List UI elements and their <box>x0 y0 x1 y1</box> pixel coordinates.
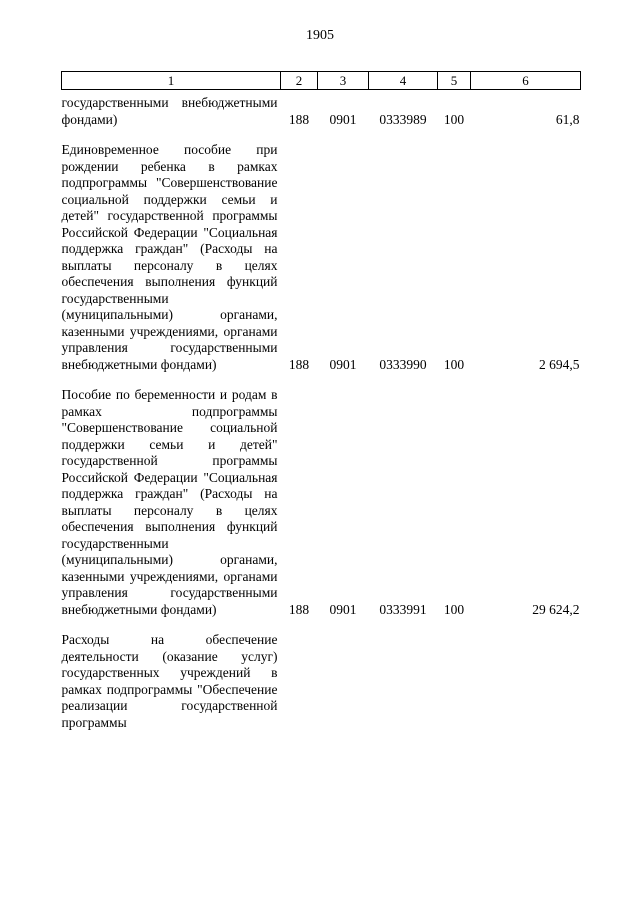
row-value-cell: 188 <box>288 601 310 617</box>
row-value-cell: 0333991 <box>379 601 427 617</box>
row-text-cell: Пособие по беременности и родам в рамках подпрограммы "Совершенствование социальной поддержки семьи и детей" государственной программы Российской Федерации "Социальная поддержка граждан" (Расходы на выплаты персоналу в целях обеспечения выполнения функций государственными (муниципальными) органами, казенными учреждениями, органами управления государственными внебюджетными фондами) <box>61 387 278 617</box>
row-value-cell: 0901 <box>329 111 357 127</box>
row-value-cell: 2 694,5 <box>539 356 580 372</box>
header-col-3: 3 <box>318 72 369 90</box>
row-value-cell: 0901 <box>329 601 357 617</box>
table-row <box>62 373 581 618</box>
row-value-cell: 0333990 <box>379 356 427 372</box>
header-col-1: 1 <box>62 72 281 90</box>
row-value-cell: 188 <box>288 356 310 372</box>
row-value-cell: 0901 <box>329 356 357 372</box>
row-value-cell <box>471 618 581 731</box>
row-text-cell: государственными внебюджетными фондами) <box>61 95 278 127</box>
header-col-5: 5 <box>438 72 471 90</box>
row-value-cell: 100 <box>443 111 465 127</box>
row-value-cell <box>438 618 471 731</box>
row-value-cell: 100 <box>443 356 465 372</box>
row-value-cell: 61,8 <box>555 111 580 127</box>
header-col-4: 4 <box>369 72 438 90</box>
row-value-cell <box>318 618 369 731</box>
table-row <box>62 128 581 373</box>
header-col-2: 2 <box>281 72 318 90</box>
row-text-cell: Единовременное пособие при рождении ребенка в рамках подпрограммы "Совершенствование социальной поддержки семьи и детей" государственной программы Российской Федерации "Социальная поддержка граждан" (Расходы на выплаты персоналу в целях обеспечения выполнения функций государственными (муниципальными) органами, казенными учреждениями, органами управления государственными внебюджетными фондами) <box>61 142 278 372</box>
page-number: 1905 <box>306 28 334 43</box>
table-header <box>62 72 581 90</box>
table-header-row <box>62 72 581 90</box>
table-row <box>62 90 581 129</box>
table-body <box>62 90 581 732</box>
row-text-cell: Расходы на обеспечение деятельности (оказание услуг) государственных учреждений в рамках подпрограммы "Обеспечение реализации государственной программы <box>61 632 278 730</box>
row-value-cell: 29 624,2 <box>532 601 580 617</box>
row-value-cell <box>281 618 318 731</box>
table-row <box>62 618 581 731</box>
row-value-cell: 188 <box>288 111 310 127</box>
row-value-cell <box>369 618 438 731</box>
header-col-6: 6 <box>471 72 581 90</box>
budget-table <box>61 71 581 731</box>
row-value-cell: 0333989 <box>379 111 427 127</box>
row-value-cell: 100 <box>443 601 465 617</box>
